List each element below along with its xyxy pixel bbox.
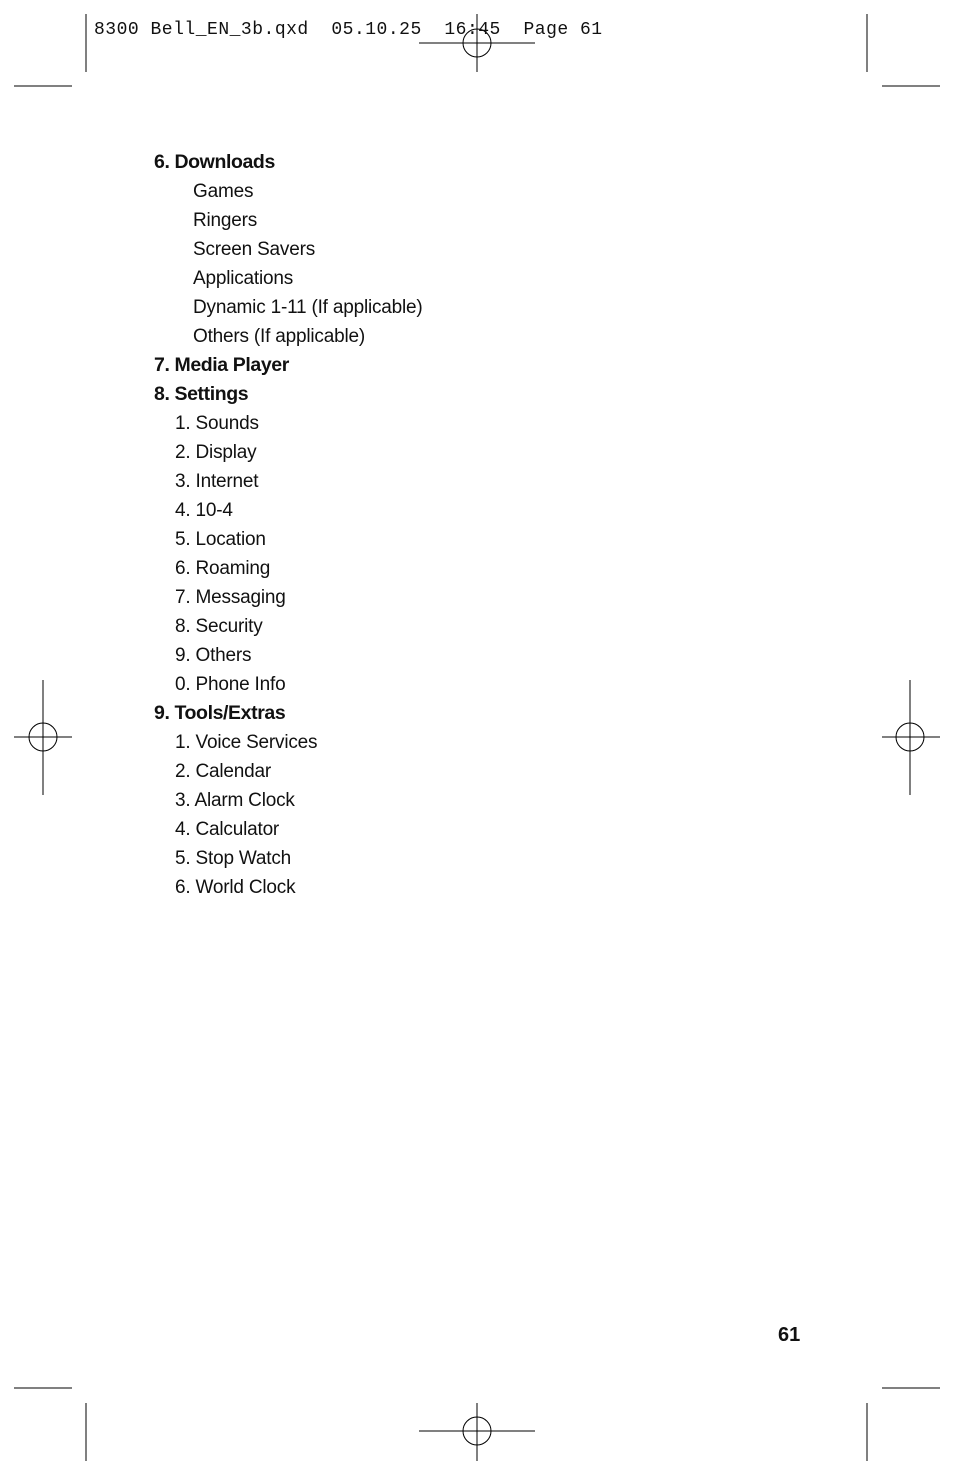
list-item: Applications [193,268,294,289]
section-heading-settings: 8. Settings [154,383,249,405]
section-heading-tools-extras: 9. Tools/Extras [154,702,286,724]
page-number: 61 [778,1324,801,1346]
section-heading-downloads: 6. Downloads [154,151,275,173]
list-item: 1. Sounds [175,413,259,434]
list-item: Games [193,181,254,202]
list-item: 7. Messaging [175,587,286,608]
list-item: 3. Internet [175,471,259,492]
list-item: 0. Phone Info [175,674,286,695]
list-item: 2. Calendar [175,761,272,782]
file-slug: 8300 Bell_EN_3b.qxd 05.10.25 16:45 Page 61 [94,20,603,40]
list-item: 6. Roaming [175,558,271,579]
list-item: 8. Security [175,616,263,637]
list-item: Dynamic 1-11 (If applicable) [193,297,423,318]
list-item: 9. Others [175,645,252,666]
list-item: 3. Alarm Clock [175,790,295,811]
list-item: 4. 10-4 [175,500,233,521]
list-item: 1. Voice Services [175,732,318,753]
list-item: Others (If applicable) [193,326,365,347]
list-item: 6. World Clock [175,877,296,898]
section-heading-media-player: 7. Media Player [154,354,289,376]
list-item: 5. Stop Watch [175,848,292,869]
list-item: 4. Calculator [175,819,280,840]
list-item: Screen Savers [193,239,316,260]
list-item: 2. Display [175,442,257,463]
list-item: 5. Location [175,529,266,550]
menu-outline [154,148,423,902]
list-item: Ringers [193,210,258,231]
